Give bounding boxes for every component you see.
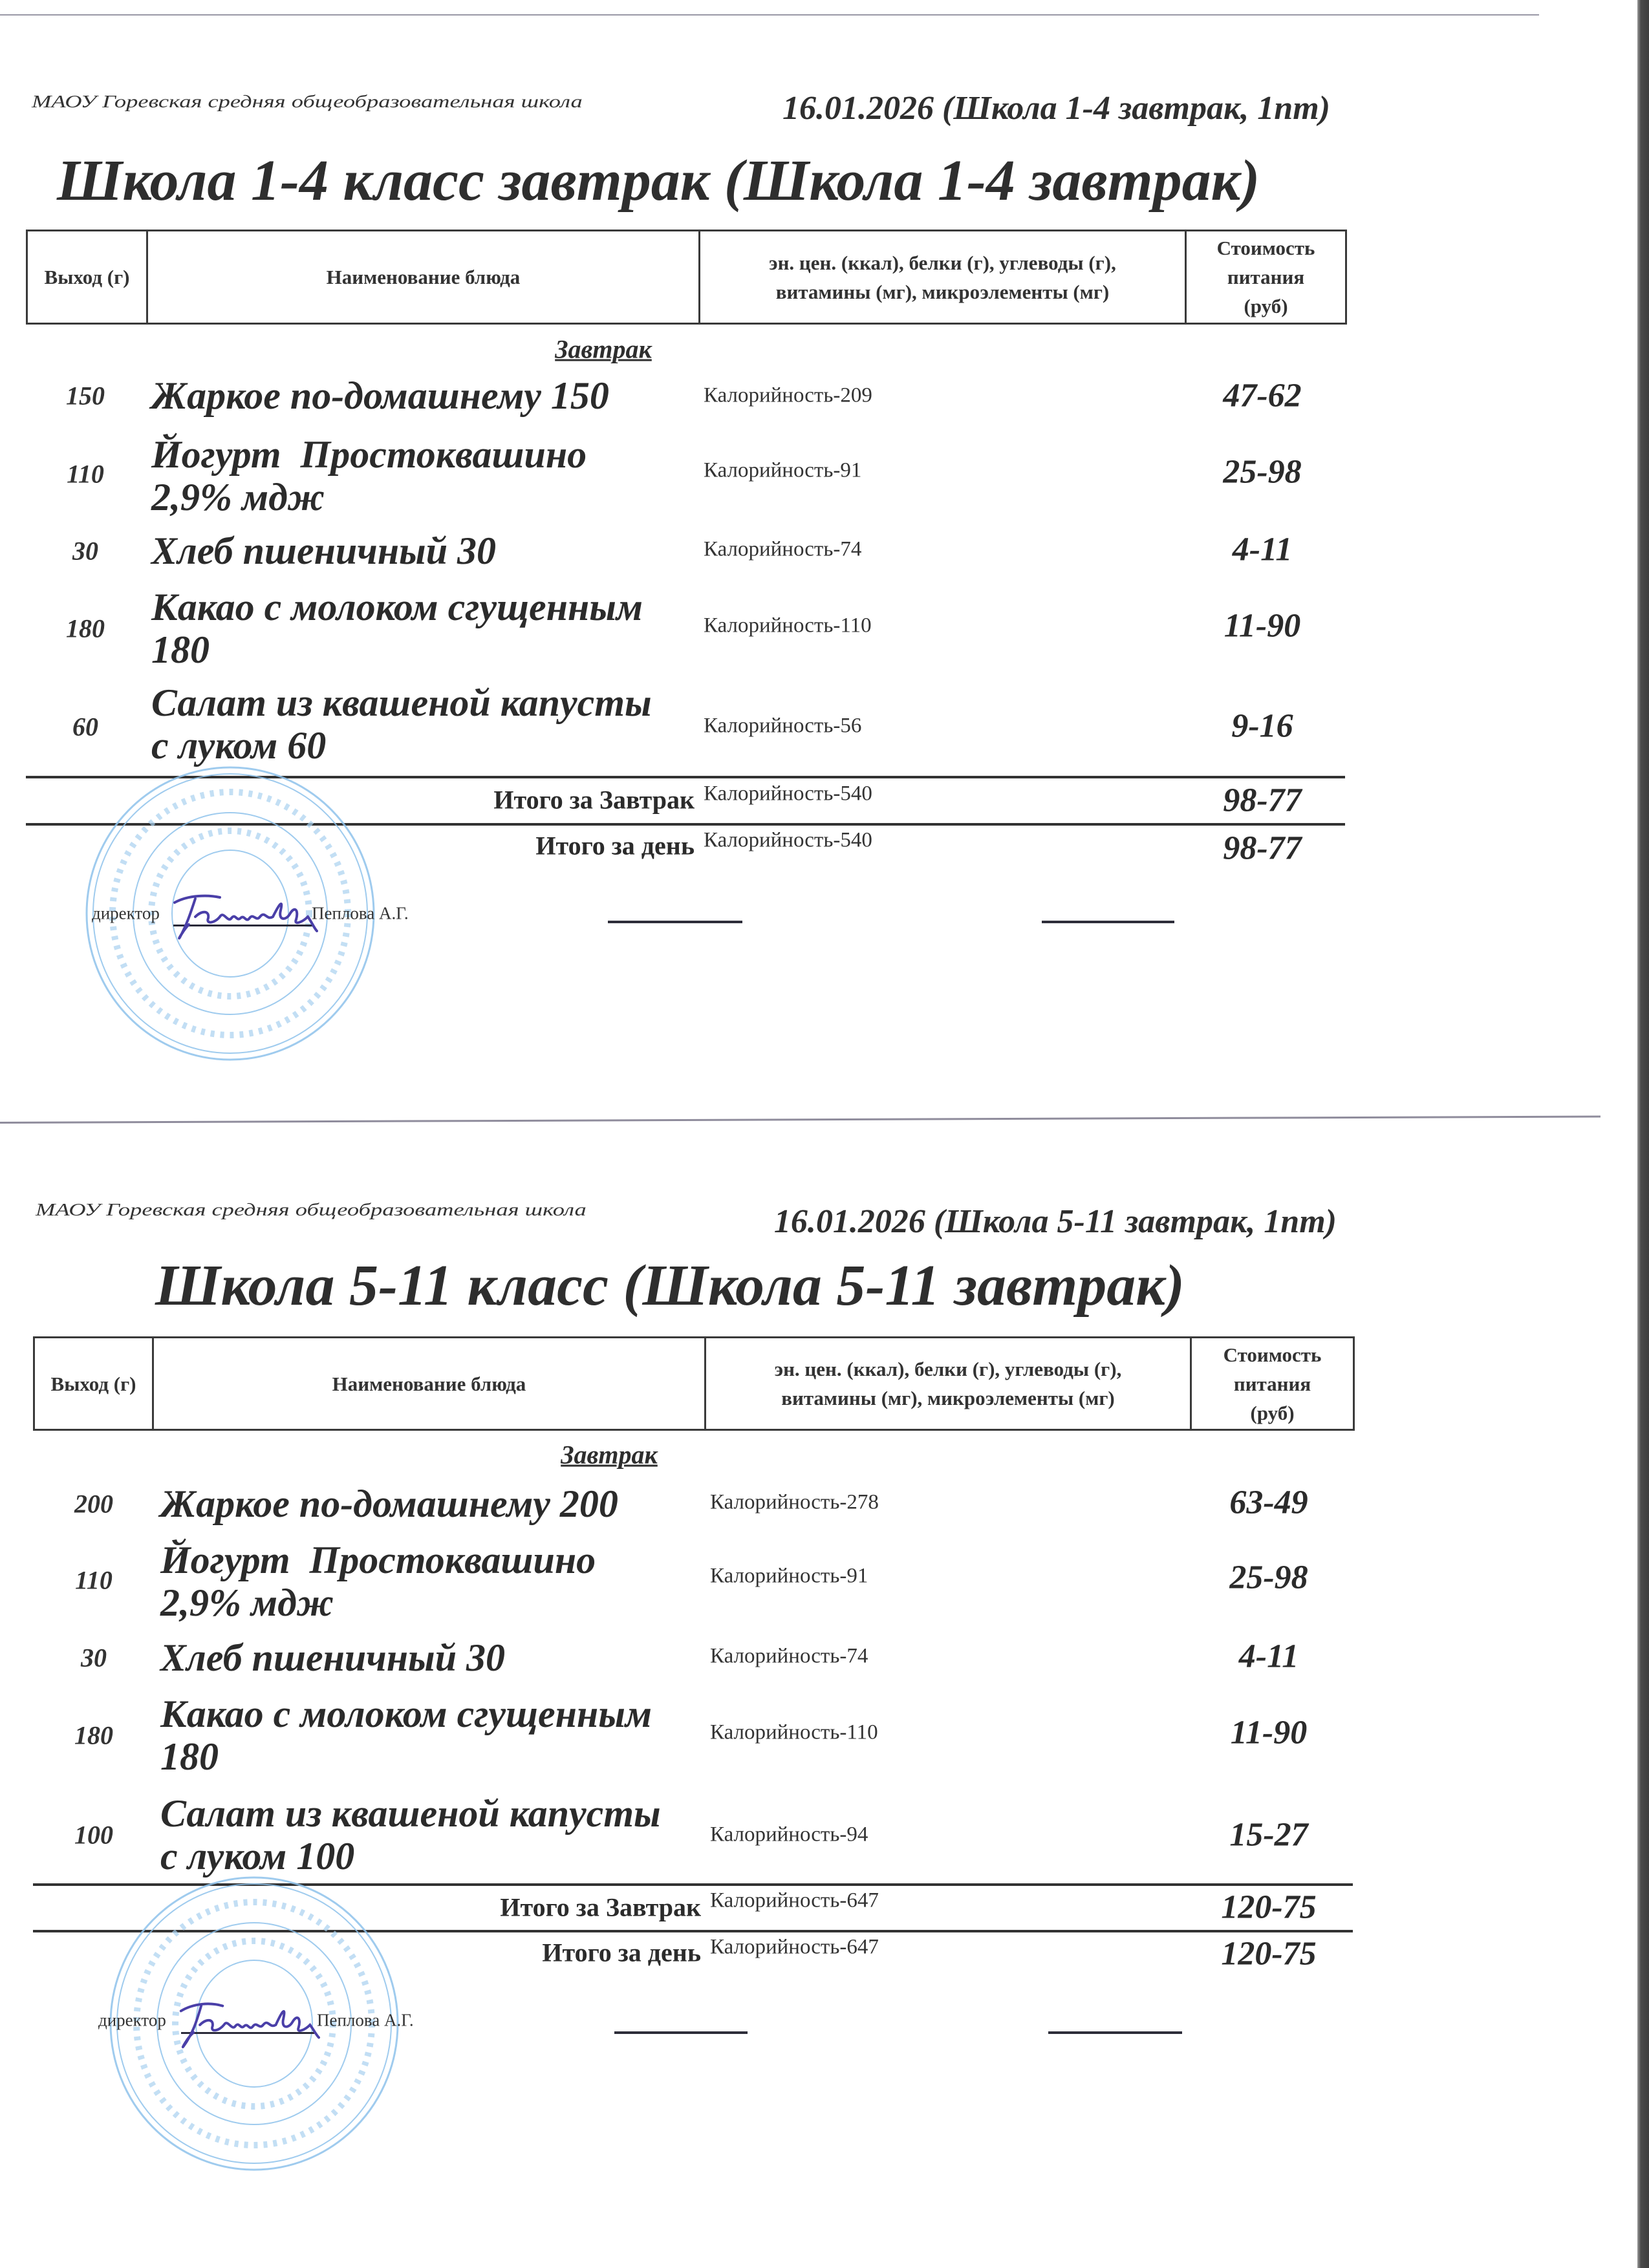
row-yield: 30 <box>81 1643 107 1673</box>
dish-line: Жаркое по-домашнему 150 <box>151 374 609 417</box>
director-position: директор <box>92 903 160 923</box>
total-day-cost: 98-77 <box>1223 829 1302 867</box>
column-header-dish: Наименование блюда <box>153 1338 706 1430</box>
total-day-label: Итого за день <box>535 831 695 861</box>
row-cost: 25-98 <box>1229 1559 1308 1596</box>
blank-signature-line <box>1042 921 1174 923</box>
dish-line: Какао с молоком сгущенным <box>151 586 643 628</box>
dish-line: Хлеб пшеничный 30 <box>151 530 497 572</box>
column-header-nutrition: эн. цен. (ккал), белки (г), углеводы (г), витамины (мг), микроэлементы (мг) <box>700 231 1186 324</box>
column-header-dish: Наименование блюда <box>147 231 700 324</box>
blank-signature-line <box>614 2031 748 2034</box>
menu-date-line: 16.01.2026 (Школа 5-11 завтрак, 1пт) <box>773 1203 1337 1240</box>
row-calories: Калорийность-110 <box>710 1720 878 1744</box>
director-position: директор <box>98 2010 166 2030</box>
row-dish-name <box>160 1792 661 1878</box>
row-cost: 4-11 <box>1232 531 1293 568</box>
block-separator-line <box>0 1115 1600 1124</box>
column-header-nutrition: эн. цен. (ккал), белки (г), углеводы (г), витамины (мг), микроэлементы (мг) <box>706 1338 1191 1430</box>
dish-line: Салат из квашеной капусты <box>160 1792 661 1835</box>
total-day-calories: Калорийность-647 <box>710 1935 879 1959</box>
dish-line: Хлеб пшеничный 30 <box>160 1636 506 1679</box>
total-day-label: Итого за день <box>542 1938 701 1967</box>
dish-line: 2,9% мдж <box>160 1581 334 1624</box>
row-cost: 25-98 <box>1223 453 1302 491</box>
top-scan-edge-line <box>0 14 1539 16</box>
column-header-cost: Стоимость питания (руб) <box>1191 1338 1354 1430</box>
menu-title: Школа 1-4 класс завтрак (Школа 1-4 завтрак) <box>57 149 1260 213</box>
row-dish-name <box>160 1693 652 1778</box>
total-meal-cost: 98-77 <box>1223 782 1302 819</box>
row-cost: 63-49 <box>1229 1484 1308 1521</box>
handwritten-signature <box>169 891 318 943</box>
column-header-yield: Выход (г) <box>27 231 147 324</box>
meal-section-title: Завтрак <box>561 1440 658 1470</box>
dish-line: Йогурт Простоквашино <box>160 1539 596 1581</box>
menu-table-header <box>33 1336 1355 1431</box>
row-cost: 11-90 <box>1230 1714 1308 1751</box>
row-calories: Калорийность-278 <box>710 1490 879 1514</box>
row-dish-name <box>151 530 496 572</box>
row-cost: 11-90 <box>1223 607 1301 645</box>
row-yield: 200 <box>74 1489 113 1519</box>
row-calories: Калорийность-209 <box>704 383 872 407</box>
blank-signature-line <box>1048 2031 1182 2034</box>
row-yield: 100 <box>74 1820 113 1850</box>
total-meal-cost: 120-75 <box>1221 1888 1317 1926</box>
row-cost: 4-11 <box>1238 1638 1299 1675</box>
dish-line: с луком 100 <box>160 1835 355 1878</box>
row-calories: Калорийность-91 <box>704 458 862 482</box>
row-calories: Калорийность-91 <box>710 1564 868 1588</box>
row-cost: 15-27 <box>1229 1816 1308 1854</box>
row-dish-name <box>160 1636 505 1679</box>
row-cost: 9-16 <box>1231 707 1293 745</box>
row-calories: Калорийность-74 <box>710 1644 868 1668</box>
total-meal-calories: Калорийность-647 <box>710 1888 879 1912</box>
row-yield: 180 <box>66 614 105 643</box>
row-yield: 110 <box>75 1565 113 1595</box>
dish-line: с луком 60 <box>151 724 327 767</box>
blank-signature-line <box>608 921 742 923</box>
director-name: Пеплова А.Г. <box>317 2010 414 2030</box>
row-yield: 180 <box>74 1720 113 1750</box>
row-calories: Калорийность-56 <box>704 714 862 738</box>
row-dish-name <box>160 1539 596 1624</box>
dish-line: Какао с молоком сгущенным <box>160 1693 652 1735</box>
row-calories: Калорийность-110 <box>704 614 872 637</box>
dish-line: 180 <box>160 1735 219 1778</box>
menu-title: Школа 5-11 класс (Школа 5-11 завтрак) <box>155 1254 1185 1318</box>
row-dish-name <box>160 1482 618 1525</box>
menu-table-header <box>26 230 1347 325</box>
row-calories: Калорийность-94 <box>710 1823 868 1846</box>
total-day-cost: 120-75 <box>1221 1935 1317 1973</box>
dish-line: 180 <box>151 628 210 671</box>
row-dish-name <box>151 681 652 767</box>
director-name: Пеплова А.Г. <box>312 903 409 923</box>
school-name: МАОУ Горевская средняя общеобразовательная школа <box>32 92 583 111</box>
column-header-yield: Выход (г) <box>34 1338 153 1430</box>
menu-date-line: 16.01.2026 (Школа 1-4 завтрак, 1пт) <box>782 90 1330 127</box>
total-meal-label: Итого за Завтрак <box>493 785 695 815</box>
row-yield: 150 <box>66 381 105 411</box>
column-header-cost: Стоимость питания (руб) <box>1186 231 1346 324</box>
row-dish-name <box>151 374 609 417</box>
school-name: МАОУ Горевская средняя общеобразовательная школа <box>36 1200 587 1219</box>
dish-line: Салат из квашеной капусты <box>151 681 652 724</box>
dish-line: 2,9% мдж <box>151 476 325 519</box>
dish-line: Йогурт Простоквашино <box>151 433 587 476</box>
scan-edge-shadow <box>1637 0 1649 2268</box>
dish-line: Жаркое по-домашнему 200 <box>160 1482 618 1525</box>
row-yield: 30 <box>72 536 98 566</box>
row-yield: 110 <box>67 459 104 489</box>
row-calories: Калорийность-74 <box>704 537 862 561</box>
row-dish-name <box>151 586 643 671</box>
handwritten-signature <box>175 1996 320 2051</box>
row-dish-name <box>151 433 587 519</box>
row-cost: 47-62 <box>1223 377 1302 414</box>
total-meal-label: Итого за Завтрак <box>500 1892 701 1922</box>
row-yield: 60 <box>72 712 98 742</box>
total-meal-calories: Калорийность-540 <box>704 782 872 806</box>
meal-section-title: Завтрак <box>555 334 652 364</box>
total-day-calories: Калорийность-540 <box>704 828 872 852</box>
